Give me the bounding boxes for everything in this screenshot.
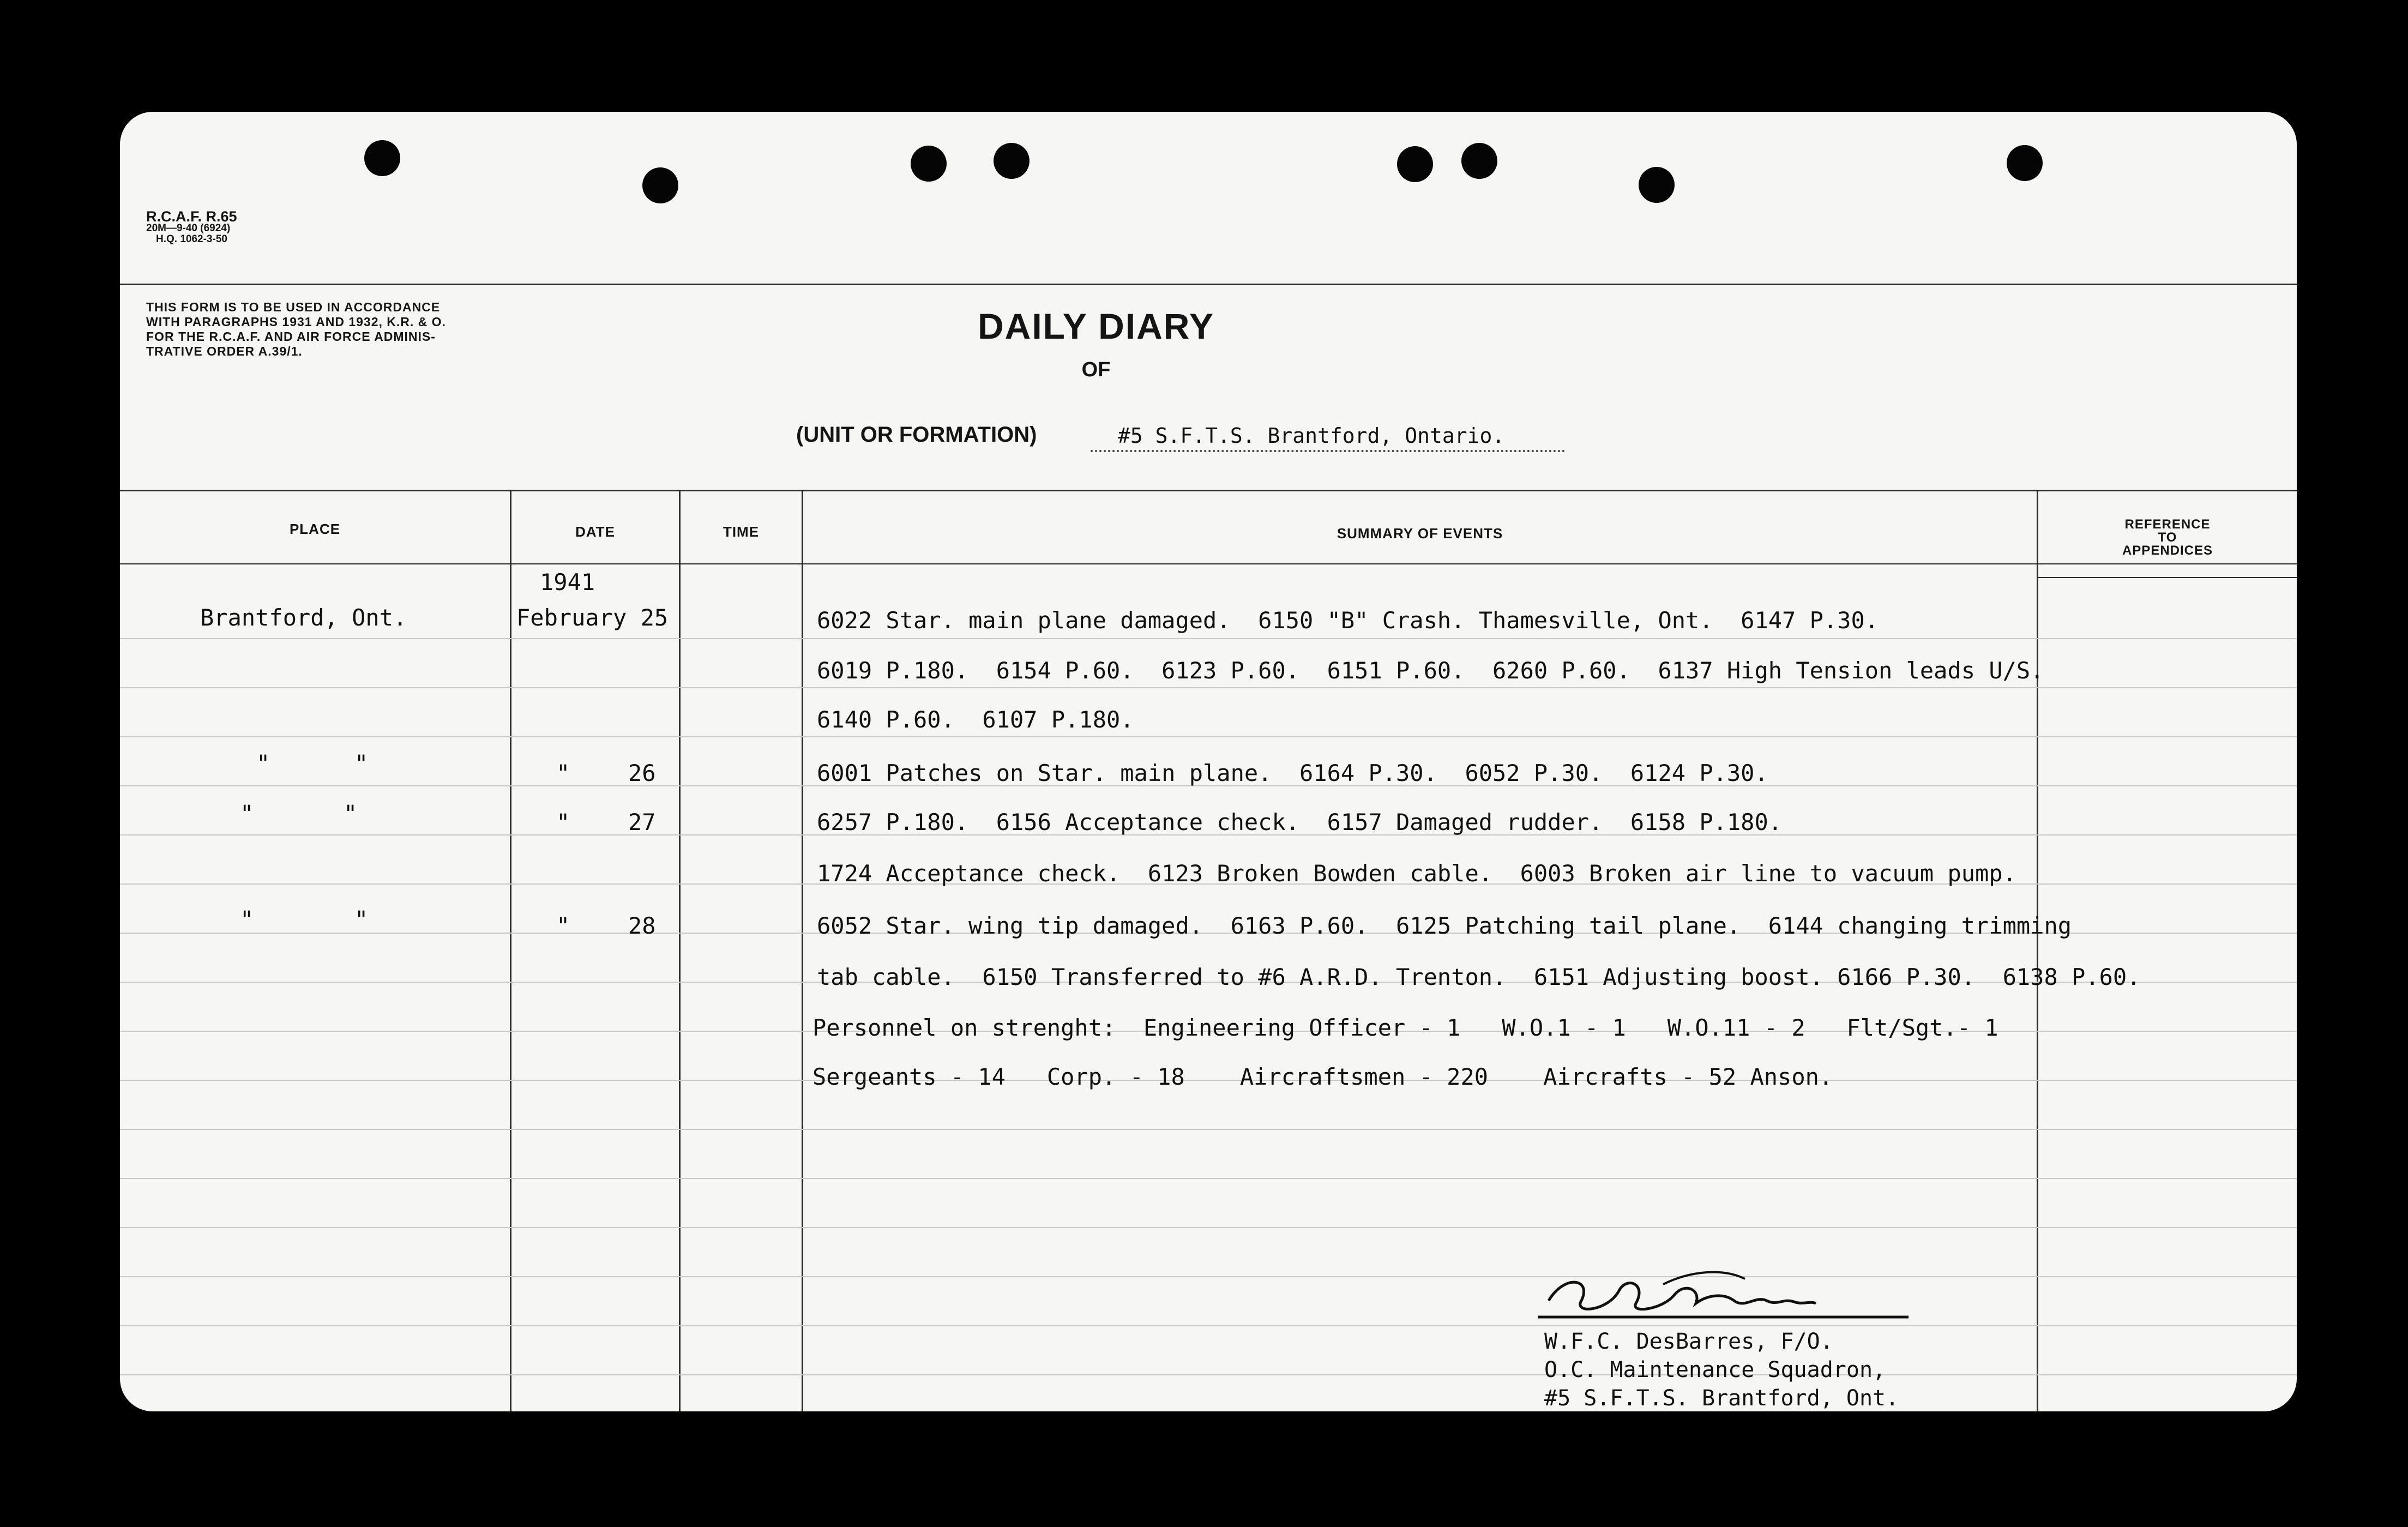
ruled-line xyxy=(120,1374,2297,1375)
diary-form-card xyxy=(120,112,2297,1411)
summary-line: 6001 Patches on Star. main plane. 6164 P.30. 6052 P.30. 6124 P.30. xyxy=(817,760,1768,786)
ruled-line xyxy=(120,1178,2297,1179)
handwritten-signature xyxy=(1527,1263,1919,1328)
ruled-line xyxy=(120,736,2297,737)
punch-hole xyxy=(1461,143,1497,179)
unit-value: #5 S.F.T.S. Brantford, Ontario. xyxy=(1118,424,1505,448)
punch-hole xyxy=(994,143,1030,179)
summary-line: 6140 P.60. 6107 P.180. xyxy=(817,706,1134,733)
signatory-name: W.F.C. DesBarres, F/O. xyxy=(1544,1329,1833,1354)
year-entry: 1941 xyxy=(540,569,595,596)
ditto-mark: " xyxy=(556,760,570,786)
summary-line: 6019 P.180. 6154 P.60. 6123 P.60. 6151 P.60. 6260 P.60. 6137 High Tension leads U/S. xyxy=(817,657,2044,684)
appendix-header-rule xyxy=(2037,577,2297,578)
place-entry: Brantford, Ont. xyxy=(200,604,407,631)
ditto-mark: " xyxy=(240,906,254,933)
column-header-date: DATE xyxy=(575,524,615,540)
ditto-mark: " xyxy=(256,750,270,777)
date-entry: February 25 xyxy=(516,604,669,631)
usage-notice xyxy=(146,300,446,359)
form-code-line: R.C.A.F. R.65 xyxy=(146,208,237,225)
reference-header-line: APPENDICES xyxy=(2122,543,2213,558)
unit-label: (UNIT OR FORMATION) xyxy=(796,423,1037,447)
summary-line: 1724 Acceptance check. 6123 Broken Bowden cable. 6003 Broken air line to vacuum pump. xyxy=(817,860,2016,887)
form-code xyxy=(146,210,237,245)
column-divider xyxy=(2037,491,2038,1411)
ruled-line xyxy=(120,1325,2297,1326)
date-day: 26 xyxy=(628,760,656,786)
ruled-line xyxy=(120,1129,2297,1130)
reference-header-line: TO xyxy=(2158,530,2177,545)
notice-line: TRATIVE ORDER A.39/1. xyxy=(146,344,303,358)
punch-hole xyxy=(2007,145,2043,181)
column-divider xyxy=(510,491,511,1411)
summary-line: 6022 Star. main plane damaged. 6150 "B" Crash. Thamesville, Ont. 6147 P.30. xyxy=(817,607,1879,634)
punch-hole xyxy=(1639,167,1675,203)
punch-hole xyxy=(642,167,678,203)
table-header-rule xyxy=(120,563,2297,564)
form-code-line: H.Q. 1062-3-50 xyxy=(156,233,227,245)
punch-hole xyxy=(1397,146,1433,182)
punch-hole xyxy=(364,140,400,176)
column-divider xyxy=(802,491,803,1411)
page-title: DAILY DIARY xyxy=(978,306,1214,346)
header-rule xyxy=(120,284,2297,285)
column-header-reference xyxy=(2038,518,2297,557)
ruled-line xyxy=(120,1227,2297,1228)
notice-line: WITH PARAGRAPHS 1931 AND 1932, K.R. & O. xyxy=(146,315,446,329)
date-day: 27 xyxy=(628,809,656,835)
reference-header-line: REFERENCE xyxy=(2124,517,2211,532)
form-code-line: 20M—9-40 (6924) xyxy=(146,223,231,234)
summary-line: tab cable. 6150 Transferred to #6 A.R.D. Trenton. 6151 Adjusting boost. 6166 P.30. 6138 P.60. xyxy=(817,964,2141,990)
ditto-mark: " xyxy=(240,800,254,827)
column-divider xyxy=(679,491,681,1411)
summary-line: Personnel on strenght: Engineering Officer - 1 W.O.1 - 1 W.O.11 - 2 Flt/Sgt.- 1 xyxy=(812,1014,1998,1041)
title-of: OF xyxy=(1081,358,1111,381)
date-day: 28 xyxy=(628,912,656,939)
column-header-time: TIME xyxy=(723,524,760,540)
signatory-role: O.C. Maintenance Squadron, xyxy=(1544,1357,1886,1382)
summary-line: 6052 Star. wing tip damaged. 6163 P.60. 6125 Patching tail plane. 6144 changing trimming xyxy=(817,912,2072,939)
ruled-line xyxy=(120,687,2297,688)
summary-line: 6257 P.180. 6156 Acceptance check. 6157 Damaged rudder. 6158 P.180. xyxy=(817,809,1783,835)
table-top-rule xyxy=(120,490,2297,491)
signatory-unit: #5 S.F.T.S. Brantford, Ont. xyxy=(1544,1386,1899,1411)
punch-hole xyxy=(911,146,947,182)
ditto-mark: " xyxy=(354,906,369,933)
ruled-line xyxy=(120,638,2297,639)
column-header-summary: SUMMARY OF EVENTS xyxy=(1337,525,1503,542)
notice-line: FOR THE R.C.A.F. AND AIR FORCE ADMINIS- xyxy=(146,329,436,344)
ditto-mark: " xyxy=(556,809,570,835)
ditto-mark: " xyxy=(344,800,358,827)
summary-line: Sergeants - 14 Corp. - 18 Aircraftsmen - 220 Aircrafts - 52 Anson. xyxy=(812,1063,1833,1090)
column-header-place: PLACE xyxy=(289,521,341,537)
notice-line: THIS FORM IS TO BE USED IN ACCORDANCE xyxy=(146,300,441,314)
ditto-mark: " xyxy=(556,912,570,939)
ruled-line xyxy=(120,1276,2297,1277)
ditto-mark: " xyxy=(354,750,369,777)
